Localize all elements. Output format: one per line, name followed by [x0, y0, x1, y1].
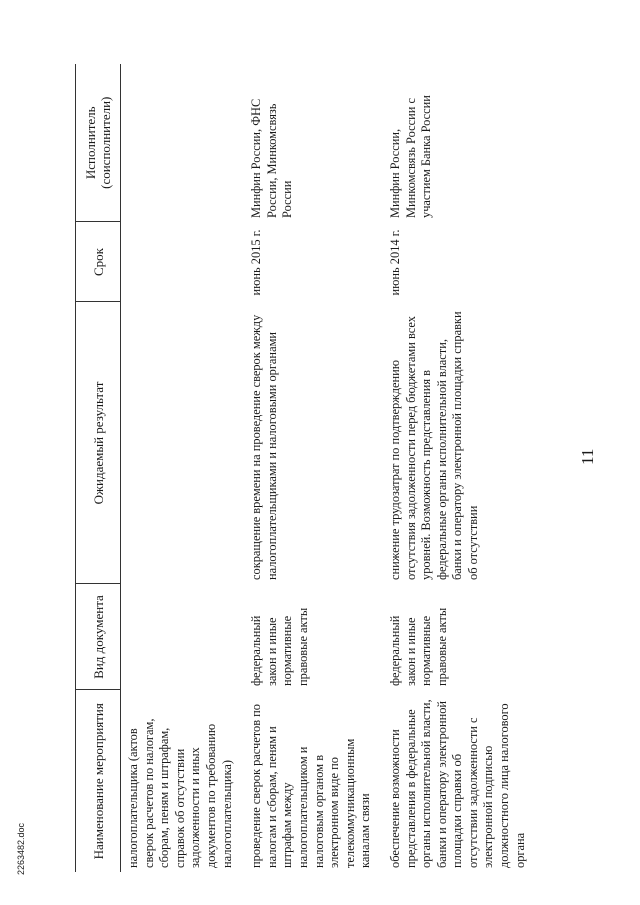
cell-result: снижение трудозатрат по подтверждению отсутствия задолженности перед бюджетами всех уровней. Возможность представления в федеральные органы исполнительной власти, банки и оператору электронной площадки справки об отсутствии [387, 311, 480, 580]
header-term: Срок [76, 222, 121, 302]
cell-doc-type: федеральный закон и иные нормативные правовые акты [387, 607, 449, 686]
header-measure: Наименование мероприятия [90, 703, 106, 860]
cell-measure-continuation: налогоплательщика (актов сверок расчетов по налогам, сборам, пеням и штрафам, справок об отсутствии задолженности и иных документов по требованию налогоплательщика) [126, 718, 234, 868]
table-row-continuation [121, 64, 250, 872]
cell-doc-type: федеральный закон и иные нормативные правовые акты [249, 607, 310, 686]
header-result: Ожидаемый результат [76, 302, 121, 584]
cell-term: июнь 2015 г. [249, 229, 264, 296]
header-executor: Исполнитель (соисполнители) [76, 64, 121, 222]
table-row [388, 64, 528, 872]
cell-result: сокращение времени на проведение сверок между налогоплательщиками и налоговыми органами [249, 314, 279, 580]
measures-table [75, 64, 528, 872]
header-doc-type: Вид документа [76, 584, 121, 690]
footer-filename: 2263482.doc [16, 822, 26, 875]
cell-executor: Минфин России, ФНС России, Минкомсвязь России [249, 98, 295, 218]
table-header-row [76, 64, 121, 872]
cell-term: июнь 2014 г. [387, 229, 402, 296]
cell-measure: обеспечение возможности представления в федеральные органы исполнительной власти, банки и оператору электронной площадки справки об отсутствии задолженности с электронной подписью должностного лица налогового органа [387, 699, 527, 868]
table-row [249, 64, 388, 872]
cell-measure: проведение сверок расчетов по налогам и сборам, пеням и штрафам между налогоплательщиком и налоговым органом в электронном виде по телекоммуникационным каналам связи [249, 704, 373, 868]
cell-executor: Минфин России, Минкомсвязь России с участием Банка России [387, 95, 434, 218]
page-number: 11 [578, 448, 597, 465]
